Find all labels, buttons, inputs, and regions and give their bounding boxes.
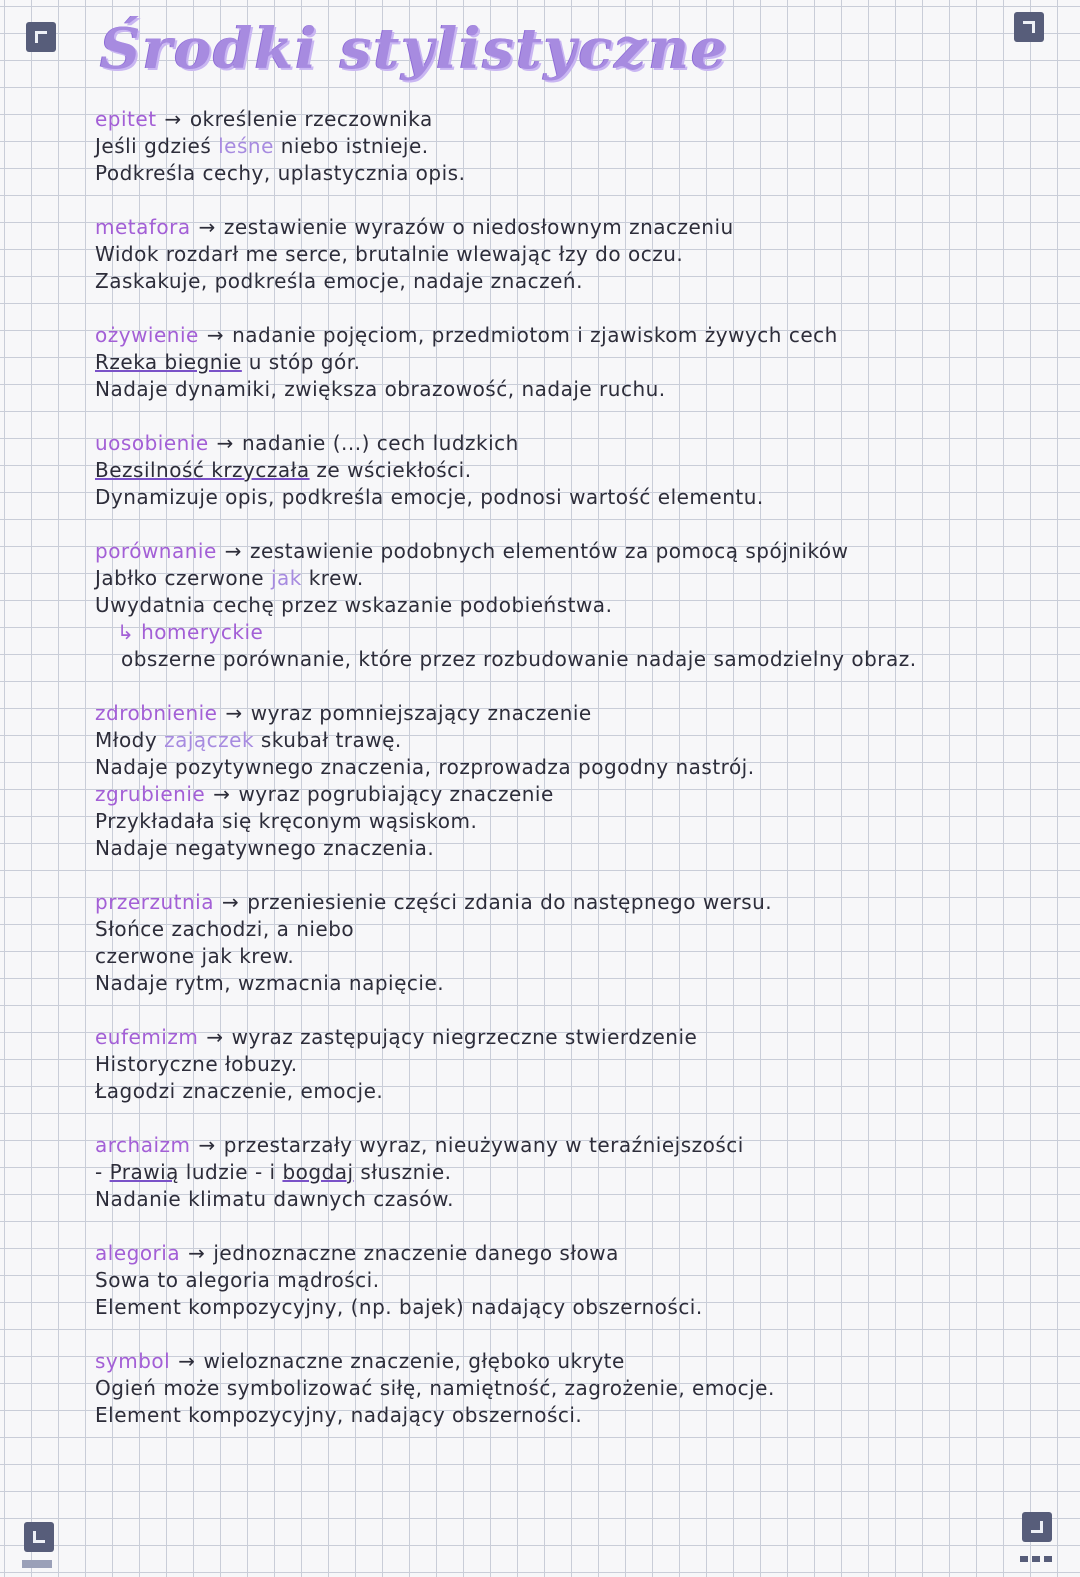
effect-line: Nadanie klimatu dawnych czasów. (95, 1187, 455, 1211)
example-text: Młody (95, 728, 165, 752)
subtype-definition: obszerne porównanie, które przez rozbudowanie nadaje samodzielny obraz. (121, 647, 917, 671)
term: symbol (95, 1349, 171, 1373)
definition-line (95, 1132, 1065, 1159)
term: zdrobnienie (95, 701, 218, 725)
example-line (95, 1159, 1065, 1186)
term: ożywienie (95, 323, 199, 347)
example-underlined: Bezsilność krzyczała (95, 458, 310, 482)
page-edge-strip (22, 1560, 52, 1568)
term: przerzutnia (95, 890, 214, 914)
example-highlight: leśne (218, 134, 274, 158)
effect-line: Dynamizuje opis, podkreśla emocje, podnosi wartość elementu. (95, 485, 764, 509)
term: alegoria (95, 1241, 181, 1265)
subtype-arrow-icon: ↳ (117, 620, 135, 644)
section-ozywienie (95, 322, 1065, 403)
definition: nadanie (...) cech ludzkich (241, 431, 519, 455)
section-epitet (95, 106, 1065, 187)
section-archaizm (95, 1132, 1065, 1213)
definition-line (95, 538, 1065, 565)
section-przerzutnia (95, 889, 1065, 997)
section-zdrobnienie (95, 700, 1065, 862)
effect-line: Element kompozycyjny, nadający obszerności. (95, 1403, 583, 1427)
subtype-term: homeryckie (141, 620, 264, 644)
effect-line: Zaskakuje, podkreśla emocje, nadaje znaczeń. (95, 269, 583, 293)
effect-line: Uwydatnia cechę przez wskazanie podobieństwa. (95, 593, 613, 617)
corner-marker-bottom-left (24, 1522, 54, 1552)
effect-line: Nadaje rytm, wzmacnia napięcie. (95, 971, 445, 995)
example-line (95, 349, 1065, 376)
example-text: Jeśli gdzieś (95, 134, 219, 158)
example-line: Słońce zachodzi, a niebo (95, 917, 355, 941)
term: porównanie (95, 539, 217, 563)
arrow-icon: → (213, 782, 231, 806)
definition-line (95, 1240, 1065, 1267)
definition: wieloznaczne znaczenie, głęboko ukryte (203, 1349, 625, 1373)
example-line: Historyczne łobuzy. (95, 1052, 298, 1076)
definition-line (95, 889, 1065, 916)
arrow-icon: → (224, 539, 243, 563)
example-line (95, 565, 1065, 592)
arrow-icon: → (216, 431, 234, 455)
term: eufemizm (95, 1025, 199, 1049)
example-line: Przykładała się kręconym wąsiskom. (95, 809, 478, 833)
example-line: Ogień może symbolizować siłę, namiętność, zagrożenie, emocje. (95, 1376, 775, 1400)
definition-line (95, 1024, 1065, 1051)
example-line (95, 727, 1065, 754)
definition: zestawienie wyrazów o niedosłownym znaczeniu (223, 215, 734, 239)
section-eufemizm (95, 1024, 1065, 1105)
notes-content (95, 106, 1065, 1456)
example-line: Widok rozdarł me serce, brutalnie wlewając łzy do oczu. (95, 242, 684, 266)
term: uosobienie (95, 431, 209, 455)
section-porownanie (95, 538, 1065, 673)
arrow-icon: → (188, 1241, 206, 1265)
corner-marker-top-left (26, 22, 56, 52)
definition: przeniesienie części zdania do następnego wersu. (247, 890, 773, 914)
definition: nadanie pojęciom, przedmiotom i zjawiskom żywych cech (232, 323, 838, 347)
term: archaizm (95, 1133, 191, 1157)
term: epitet (95, 107, 157, 131)
definition: jednoznaczne znaczenie danego słowa (213, 1241, 619, 1265)
corner-marker-bottom-right (1022, 1512, 1052, 1542)
definition-line-zgrubienie (95, 781, 1065, 808)
page-edge-dots (1020, 1556, 1052, 1562)
effect-line: Element kompozycyjny, (np. bajek) nadający obszerności. (95, 1295, 703, 1319)
example-line: Sowa to alegoria mądrości. (95, 1268, 380, 1292)
example-text: niebo istnieje. (273, 134, 429, 158)
term: zgrubienie (95, 782, 206, 806)
example-text: u stóp gór. (241, 350, 361, 374)
effect-line: Łagodzi znaczenie, emocje. (95, 1079, 384, 1103)
example-text: Jabłko czerwone (95, 566, 271, 590)
definition: zestawienie podobnych elementów za pomocą spójników (250, 539, 849, 563)
example-highlight: jak (270, 566, 302, 590)
effect-line: Podkreśla cechy, uplastycznia opis. (95, 161, 466, 185)
definition: wyraz pogrubiający znaczenie (238, 782, 554, 806)
example-text: ludzie - i (178, 1160, 283, 1184)
example-underlined: Prawią (109, 1160, 179, 1184)
arrow-icon: → (164, 107, 182, 131)
effect-line: Nadaje pozytywnego znaczenia, rozprowadza pogodny nastrój. (95, 755, 755, 779)
section-alegoria (95, 1240, 1065, 1321)
definition-line (95, 322, 1065, 349)
arrow-icon: → (225, 701, 243, 725)
example-text: krew. (301, 566, 364, 590)
effect-line: Nadaje dynamiki, zwiększa obrazowość, nadaje ruchu. (95, 377, 666, 401)
example-text: ze wściekłości. (309, 458, 472, 482)
arrow-icon: → (198, 1133, 216, 1157)
definition-line (95, 700, 1065, 727)
definition: wyraz zastępujący niegrzeczne stwierdzenie (231, 1025, 698, 1049)
example-underlined: bogdaj (282, 1160, 354, 1184)
arrow-icon: → (198, 215, 216, 239)
section-symbol (95, 1348, 1065, 1429)
arrow-icon: → (206, 323, 225, 347)
example-line-continued: czerwone jak krew. (95, 944, 295, 968)
definition-line (95, 106, 1065, 133)
arrow-icon: → (206, 1025, 224, 1049)
section-metafora (95, 214, 1065, 295)
example-line (95, 133, 1065, 160)
page-title: Środki stylistyczne (100, 16, 729, 82)
example-text: - (95, 1160, 110, 1184)
example-highlight: zajączek (164, 728, 255, 752)
term: metafora (95, 215, 191, 239)
arrow-icon: → (221, 890, 240, 914)
effect-line: Nadaje negatywnego znaczenia. (95, 836, 435, 860)
example-text: skubał trawę. (254, 728, 402, 752)
example-line (95, 457, 1065, 484)
section-uosobienie (95, 430, 1065, 511)
definition-line (95, 214, 1065, 241)
arrow-icon: → (178, 1349, 196, 1373)
definition: określenie rzeczownika (189, 107, 433, 131)
corner-marker-top-right (1014, 12, 1044, 42)
definition-line (95, 430, 1065, 457)
example-text: słusznie. (353, 1160, 452, 1184)
definition: przestarzały wyraz, nieużywany w teraźniejszości (223, 1133, 744, 1157)
definition: wyraz pomniejszający znaczenie (250, 701, 592, 725)
definition-line (95, 1348, 1065, 1375)
example-underlined: Rzeka biegnie (95, 350, 242, 374)
subtype-line (95, 619, 1065, 646)
